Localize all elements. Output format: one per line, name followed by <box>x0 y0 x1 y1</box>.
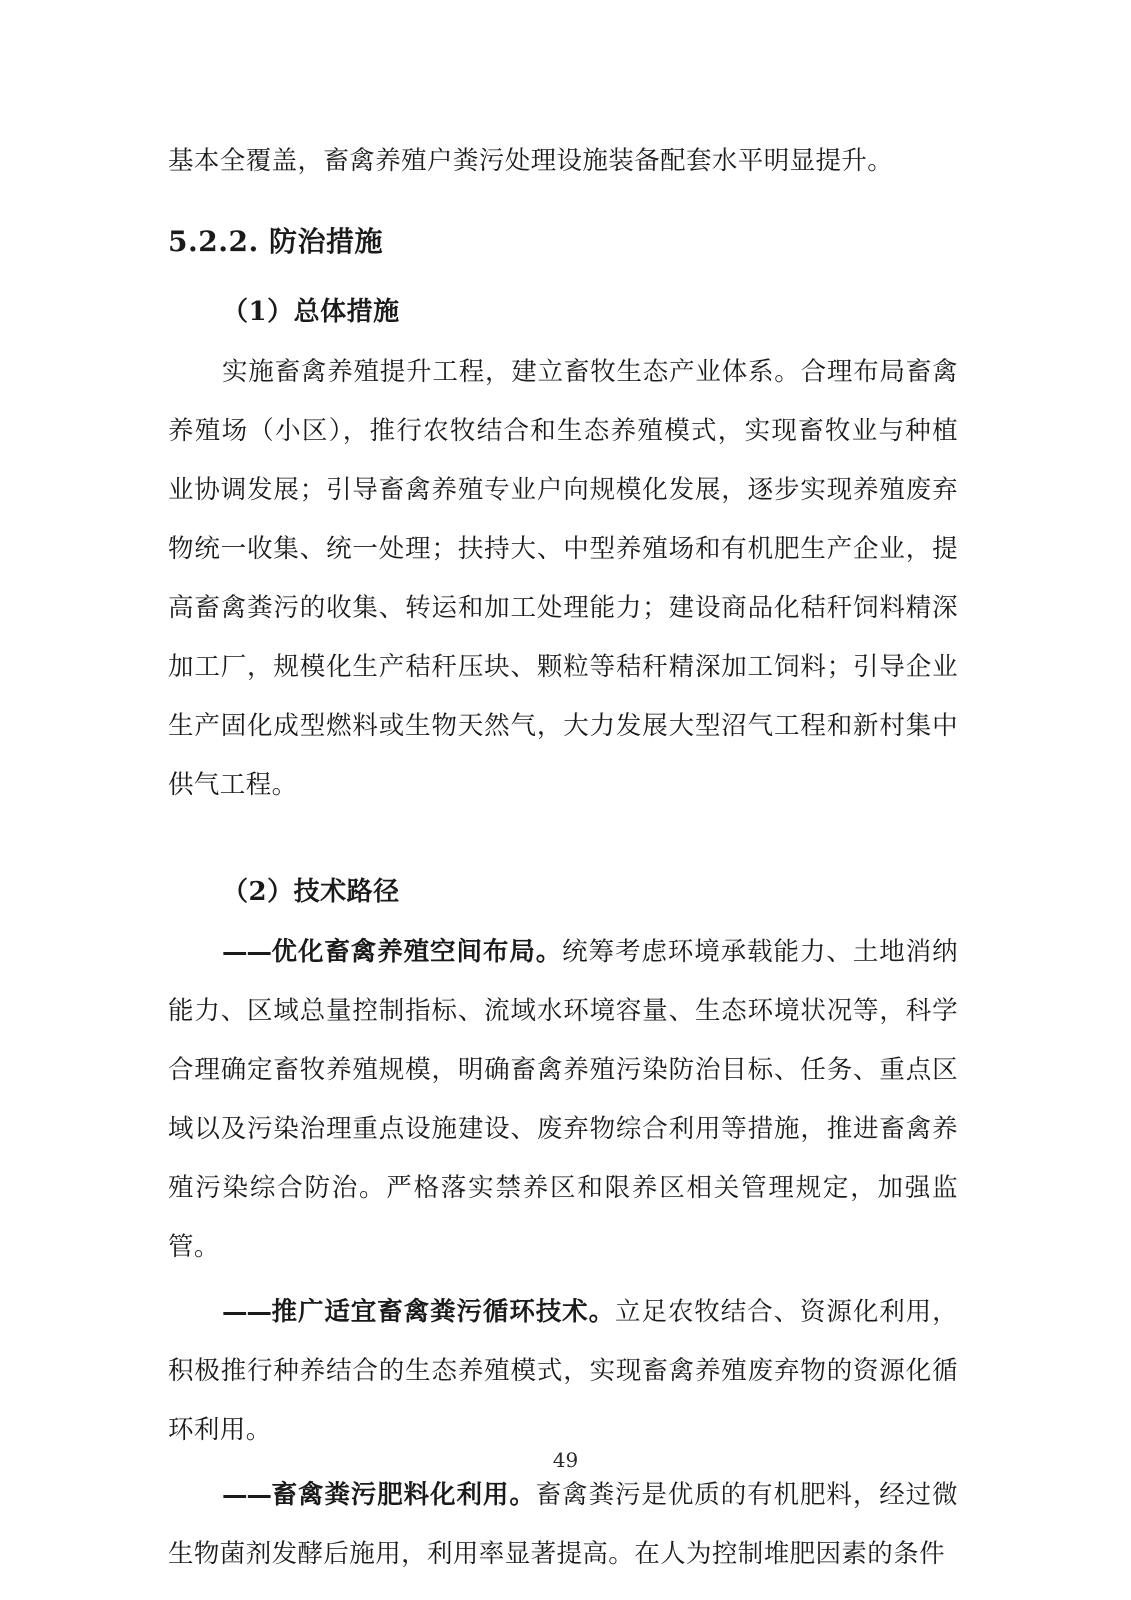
item-3-title: 畜禽粪污肥料化利用。 <box>271 1480 536 1510</box>
page-number: 49 <box>552 1448 579 1472</box>
subsection-2-heading: （2）技术路径 <box>222 877 400 907</box>
subsection-1-heading: （1）总体措施 <box>222 297 400 327</box>
subsection-1-body: 实施畜禽养殖提升工程，建立畜牧生态产业体系。合理布局畜禽养殖场（小区），推行农牧结合和生态养殖模式，实现畜牧业与种植业协调发展；引导畜禽养殖专业户向规模化发展，逐步实现养殖废弃物统一收集、统一处理；扶持大、中型养殖场和有机肥生产企业，提高畜禽粪污的收集、转运和加工处理能力；建设商品化秸秆饲料精深加工厂，规模化生产秸秆压块、颗粒等秸秆精深加工饲料；引导企业生产固化成型燃料或生物天然气，大力发展大型沼气工程和新村集中供气工程。 <box>168 357 958 800</box>
item-3-body: 畜禽粪污是优质的有机肥料，经过微生物菌剂发酵后施用，利用率显著提高。在人为控制堆肥因素的条件 <box>168 1480 958 1569</box>
technical-path-item-3 <box>168 1466 958 1584</box>
section-heading: 5.2.2. 防治措施 <box>168 225 383 258</box>
technical-path-item-2 <box>168 1283 958 1460</box>
item-2-body: 立足农牧结合、资源化利用，积极推行种养结合的生态养殖模式，实现畜禽养殖废弃物的资源化循环利用。 <box>168 1297 959 1445</box>
item-2-dash: —— <box>222 1297 271 1327</box>
technical-path-item-1 <box>168 923 958 1277</box>
item-1-title: 优化畜禽养殖空间布局。 <box>271 937 563 967</box>
opening-paragraph: 基本全覆盖，畜禽养殖户粪污处理设施装备配套水平明显提升。 <box>168 146 894 176</box>
item-3-dash: —— <box>222 1480 271 1510</box>
item-1-body: 统筹考虑环境承载能力、土地消纳能力、区域总量控制指标、流域水环境容量、生态环境状况等，科学合理确定畜牧养殖规模，明确畜禽养殖污染防治目标、任务、重点区域以及污染治理重点设施建设、废弃物综合利用等措施，推进畜禽养殖污染综合防治。严格落实禁养区和限养区相关管理规定，加强监管。 <box>168 937 958 1262</box>
item-1-dash: —— <box>222 937 271 967</box>
item-2-title: 推广适宜畜禽粪污循环技术。 <box>271 1297 616 1327</box>
page-content <box>168 132 958 1584</box>
